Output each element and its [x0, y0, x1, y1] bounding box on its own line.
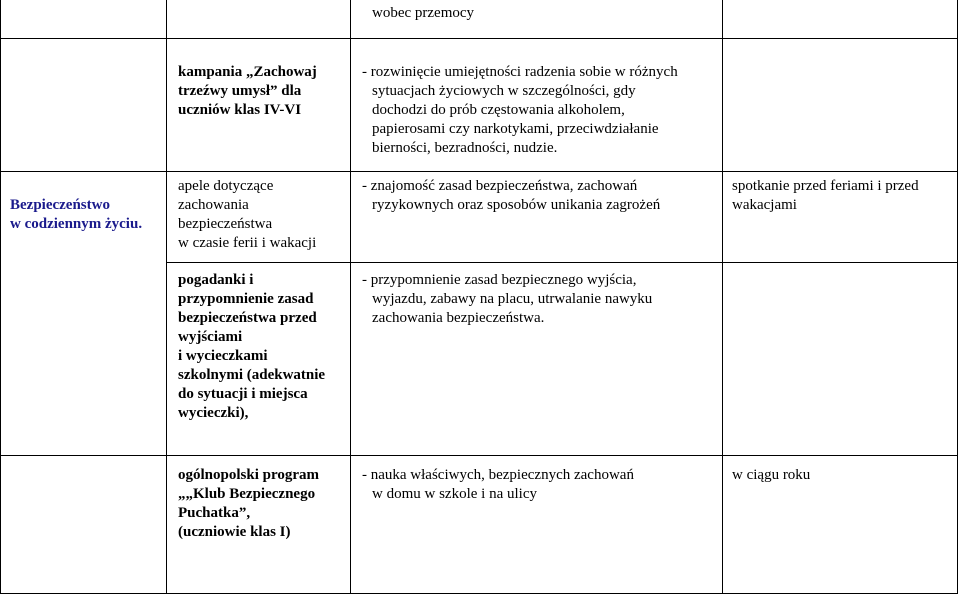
activity-cell [178, 466, 319, 542]
grid-line [166, 262, 958, 263]
cell-line: przypomnienie zasad [178, 291, 314, 307]
cell-line: - przypomnienie zasad bezpiecznego wyjścia, [362, 272, 637, 288]
cell-line: trzeźwy umysł” dla [178, 83, 302, 99]
grid-line [0, 38, 958, 39]
cell-line: (uczniowie klas I) [178, 524, 291, 540]
cell-line: - rozwinięcie umiejętności radzenia sobie w różnych [362, 64, 678, 80]
cell-line: bezpieczeństwa [178, 216, 273, 232]
cell-line: dochodzi do prób częstowania alkoholem, [372, 102, 625, 118]
goal-cell [372, 4, 474, 23]
grid-line [0, 455, 958, 456]
cell-line: wycieczki), [178, 405, 249, 421]
date-cell [732, 177, 919, 215]
cell-line: spotkanie przed feriami i przed [732, 178, 919, 194]
cell-line: do sytuacji i miejsca [178, 386, 308, 402]
cell-line: zachowania [178, 197, 249, 213]
activity-cell [178, 63, 317, 120]
cell-line: w ciągu roku [732, 467, 811, 483]
grid-line [722, 0, 723, 594]
goal-cell [362, 466, 634, 504]
cell-line: zachowania bezpieczeństwa. [372, 310, 545, 326]
activity-cell [178, 271, 325, 423]
cell-line: ogólnopolski program [178, 467, 319, 483]
cell-line: bezpieczeństwa przed [178, 310, 317, 326]
grid-line [0, 171, 958, 172]
grid-line [350, 0, 351, 594]
cell-text: wobec przemocy [372, 5, 475, 21]
cell-line: sytuacjach życiowych w szczególności, gdy [372, 83, 636, 99]
activity-cell [178, 177, 316, 253]
grid-line [957, 0, 958, 594]
grid-line [0, 0, 1, 594]
cell-line: wakacjami [732, 197, 797, 213]
cell-line: - znajomość zasad bezpieczeństwa, zachowań [362, 178, 638, 194]
cell-line: w domu w szkole i na ulicy [372, 486, 537, 502]
cell-line: kampania „Zachowaj [178, 64, 317, 80]
cell-line: w codziennym życiu. [10, 216, 143, 232]
cell-line: „„Klub Bezpiecznego [178, 486, 316, 502]
cell-line: pogadanki i [178, 272, 254, 288]
cell-line: Puchatka”, [178, 505, 251, 521]
cell-line: papierosami czy narkotykami, przeciwdziałanie [372, 121, 659, 137]
goal-cell [362, 177, 660, 215]
cell-line: apele dotyczące [178, 178, 274, 194]
cell-line: uczniów klas IV-VI [178, 102, 302, 118]
cell-line: - nauka właściwych, bezpiecznych zachowań [362, 467, 634, 483]
cell-line: w czasie ferii i wakacji [178, 235, 317, 251]
cell-line: bierności, bezradności, nudzie. [372, 140, 558, 156]
cell-line: wyjazdu, zabawy na placu, utrwalanie nawyku [372, 291, 653, 307]
date-cell [732, 466, 810, 485]
cell-line: Bezpieczeństwo [10, 197, 110, 213]
area-cell [10, 196, 142, 234]
cell-line: ryzykownych oraz sposobów unikania zagrożeń [372, 197, 661, 213]
goal-cell [362, 271, 652, 328]
goal-cell [362, 63, 678, 158]
grid-line [166, 0, 167, 594]
cell-line: szkolnymi (adekwatnie [178, 367, 326, 383]
cell-line: wyjściami [178, 329, 243, 345]
cell-line: i wycieczkami [178, 348, 268, 364]
